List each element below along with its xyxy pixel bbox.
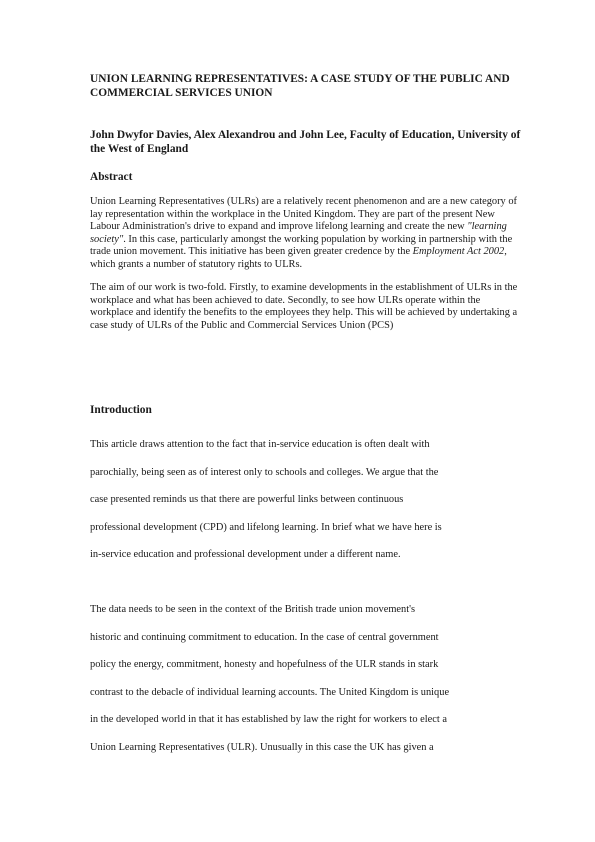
- abstract-paragraph-1: Union Learning Representatives (ULRs) are a relatively recent phenomenon and are a new category of lay representation within the workplace in the United Kingdom. They are part of the present New Labour Administration's drive to expand and improve lifelong learning and create the new "learning society". In this case, particularly amongst the working population by working in partnership with the trade union movement. This initiative has been given greater credence by the Employment Act 2002, which grants a number of statutory rights to ULRs.: [90, 196, 517, 270]
- text-line: policy the energy, commitment, honesty and hopefulness of the ULR stands in stark: [90, 659, 439, 670]
- text-line: parochially, being seen as of interest only to schools and colleges. We argue that the: [90, 466, 439, 478]
- abstract-paragraph-2: The aim of our work is two-fold. Firstly, to examine developments in the establishment of ULRs in the workplace and what has been achieved to date. Secondly, to see how ULRs operate within the workplace and identify the benefits to the employees they help. This will be achieved by undertaking a case study of ULRs of the Public and Commercial Services Union (PCS): [90, 282, 518, 331]
- text-line: historic and continuing commitment to education. In the case of central government: [90, 631, 439, 643]
- text-line: This article draws attention to the fact that in-service education is often dealt with: [90, 439, 430, 450]
- text-line: contrast to the debacle of individual learning accounts. The United Kingdom is unique: [90, 686, 450, 698]
- text-line: Union Learning Representatives (ULR). Unusually in this case the UK has given a: [90, 741, 434, 753]
- paper-title: UNION LEARNING REPRESENTATIVES: A CASE STUDY OF THE PUBLIC AND COMMERCIAL SERVICES UNION: [90, 73, 510, 99]
- text-line: case presented reminds us that there are powerful links between continuous: [90, 494, 404, 505]
- introduction-paragraph-2: [90, 596, 530, 761]
- learning-society-term: "learning society": [90, 221, 507, 245]
- text-line: professional development (CPD) and lifelong learning. In brief what we have here is: [90, 521, 442, 533]
- abstract-heading: Abstract: [90, 171, 133, 183]
- introduction-heading: Introduction: [90, 404, 152, 416]
- text-line: in the developed world in that it has established by law the right for workers to elect a: [90, 714, 447, 725]
- text-line: The data needs to be seen in the context of the British trade union movement's: [90, 604, 416, 615]
- employment-act-term: Employment Act 2002: [412, 246, 505, 258]
- author-line: John Dwyfor Davies, Alex Alexandrou and John Lee, Faculty of Education, University of the West of England: [90, 129, 521, 155]
- text-line: in-service education and professional development under a different name.: [90, 549, 401, 560]
- introduction-paragraph-1: [90, 431, 530, 569]
